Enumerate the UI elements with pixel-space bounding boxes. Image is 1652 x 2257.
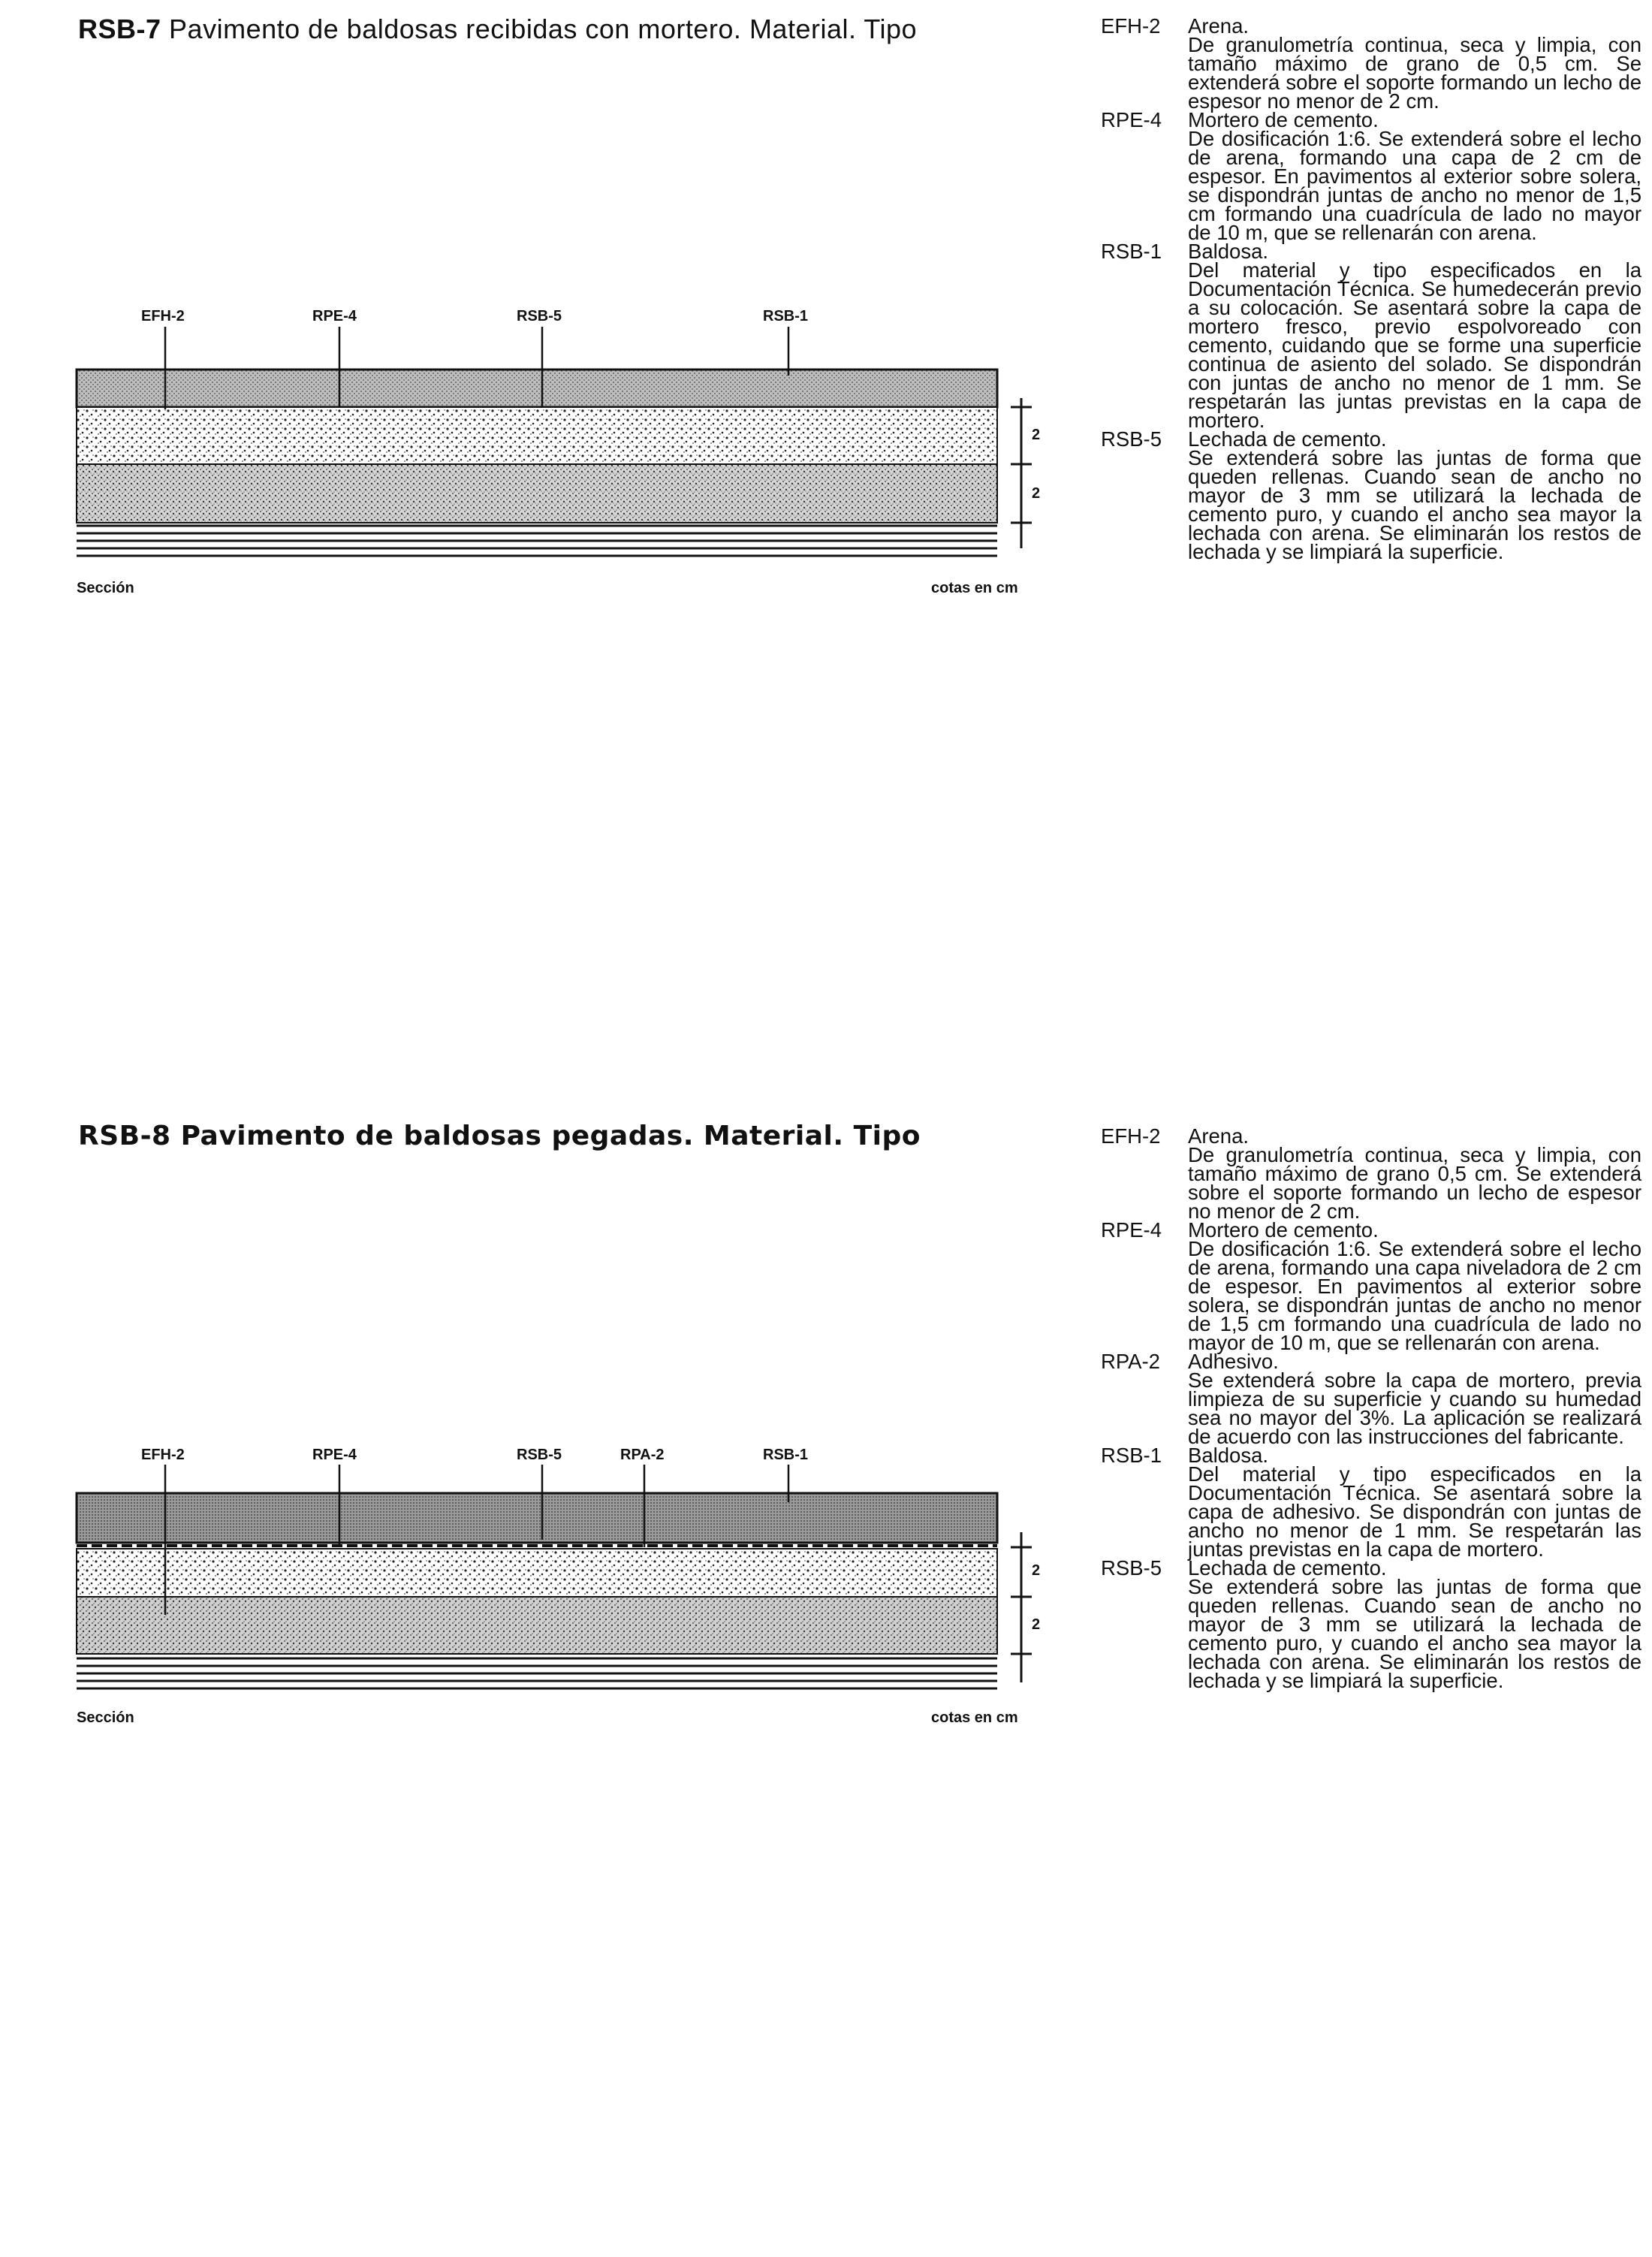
section-2-heading xyxy=(78,1121,921,1151)
spec-item-text: Del material y tipo especificados en la Documentación Técnica. Se asentará sobre la capa de adhesivo. Se dispondrán con juntas de ancho no menor de 1 mm. Se respetarán las juntas previstas en la capa de mortero. xyxy=(1188,1462,1641,1561)
section-2-diagram xyxy=(68,1442,1059,1743)
diagram-1-caption-left: Sección xyxy=(77,580,134,596)
spec-item-text: De granulometría continua, seca y limpia, con tamaño máximo de grano 0,5 cm. Se extenderá sobre el soporte formando un lecho de espesor no menor de 2 cm. xyxy=(1188,1143,1641,1223)
diagram-2-label-rpe4: RPE-4 xyxy=(312,1447,357,1463)
spec-item-text: Se extenderá sobre la capa de mortero, previa limpieza de su superficie y cuando su humedad sea no mayor del 3%. La aplicación se realizará de acuerdo con las instrucciones del fabricante. xyxy=(1188,1368,1641,1448)
spec-item xyxy=(1101,14,1641,113)
diagram-1-dim-bottom: 2 xyxy=(1032,485,1041,502)
spec-item xyxy=(1101,242,1641,430)
dimension-line xyxy=(1011,398,1032,548)
mortar-layer xyxy=(77,407,997,464)
diagram-2-caption-left: Sección xyxy=(77,1709,134,1726)
tile-layer xyxy=(77,370,997,407)
section-2-specifications xyxy=(1101,1124,1641,1692)
section-1-heading xyxy=(78,14,917,45)
diagram-2-label-rpa2: RPA-2 xyxy=(620,1447,665,1463)
diagram-2-label-efh2: EFH-2 xyxy=(141,1447,185,1463)
sand-layer xyxy=(77,1597,997,1654)
spec-item-code: RPE-4 xyxy=(1101,108,1162,131)
section-2-title: Pavimento de baldosas pegadas. Material. Tipo xyxy=(180,1121,921,1151)
spec-item xyxy=(1101,1352,1641,1446)
spec-item xyxy=(1101,1558,1641,1690)
spec-item-code: RSB-5 xyxy=(1101,427,1162,451)
section-1-diagram xyxy=(68,300,1059,616)
spec-item-text: Del material y tipo especificados en la Documentación Técnica. Se humedecerán previo a su colocación. Se asentará sobre la capa de mortero fresco, previo espolvoreado con cemento, cuidando que se forme una superficie continua de asiento del solado. Se dispondrán con juntas de ancho no menor de 1 mm. Se respetarán las juntas previstas en la capa de mortero. xyxy=(1188,258,1641,432)
diagram-2-dim-bottom: 2 xyxy=(1032,1616,1041,1633)
spec-item-title: Mortero de cemento. xyxy=(1188,108,1379,131)
section-1-title: Pavimento de baldosas recibidas con mortero. Material. Tipo xyxy=(169,14,918,44)
tile-layer xyxy=(77,1493,997,1543)
spec-item-text: De granulometría continua, seca y limpia, con tamaño máximo de grano de 0,5 cm. Se extenderá sobre el soporte formando un lecho de espesor no menor de 2 cm. xyxy=(1188,33,1641,113)
diagram-1-label-rpe4: RPE-4 xyxy=(312,308,357,324)
spec-item-text: De dosificación 1:6. Se extenderá sobre el lecho de arena, formando una capa de 2 cm de espesor. En pavimentos al exterior sobre solera, se dispondrán juntas de ancho no menor de 1,5 cm formando una cuadrícula de lado no mayor de 10 m, que se rellenarán con arena. xyxy=(1188,127,1641,244)
spec-item-title: Lechada de cemento. xyxy=(1188,1556,1387,1580)
spec-item xyxy=(1101,1218,1641,1354)
spec-item-title: Adhesivo. xyxy=(1188,1350,1279,1373)
dimension-line xyxy=(1011,1532,1032,1682)
spec-item xyxy=(1101,1444,1641,1561)
spec-item xyxy=(1101,110,1641,242)
diagram-1-label-efh2: EFH-2 xyxy=(141,308,185,324)
spec-item-code: EFH-2 xyxy=(1101,14,1161,38)
spec-item-title: Mortero de cemento. xyxy=(1188,1218,1379,1242)
spec-item-title: Arena. xyxy=(1188,1124,1250,1148)
spec-item xyxy=(1101,427,1641,563)
spec-item-code: RSB-1 xyxy=(1101,240,1162,263)
section-2-diagram-drawing xyxy=(68,1442,1059,1743)
spec-item-code: RSB-1 xyxy=(1101,1444,1162,1467)
diagram-2-label-rsb1: RSB-1 xyxy=(763,1447,809,1463)
section-1-code: RSB-7 xyxy=(78,14,161,44)
spec-item-text: Se extenderá sobre las juntas de forma que queden rellenas. Cuando sean de ancho no mayor de 3 mm se utilizará la lechada de cemento puro, y cuando el ancho sea mayor la lechada con arena. Se eliminarán los restos de lechada y se limpiará la superficie. xyxy=(1188,446,1641,563)
spec-item-title: Lechada de cemento. xyxy=(1188,427,1387,451)
spec-item-code: RPE-4 xyxy=(1101,1218,1162,1242)
sand-layer xyxy=(77,464,997,523)
mortar-layer xyxy=(77,1549,997,1597)
spec-item-text: Se extenderá sobre las juntas de forma que queden rellenas. Cuando sean de ancho no mayor de 3 mm se utilizará la lechada de cemento puro, y cuando el ancho sea mayor la lechada con arena. Se eliminarán los restos de lechada y se limpiará la superficie. xyxy=(1188,1575,1641,1692)
spec-item-code: EFH-2 xyxy=(1101,1124,1161,1148)
spec-item-code: RPA-2 xyxy=(1101,1350,1160,1373)
spec-item-title: Baldosa. xyxy=(1188,240,1269,263)
diagram-2-dim-top: 2 xyxy=(1032,1562,1041,1579)
diagram-2-label-rsb5: RSB-5 xyxy=(517,1447,562,1463)
support-lines xyxy=(77,526,997,556)
spec-item-title: Arena. xyxy=(1188,14,1250,38)
section-1-specifications xyxy=(1101,14,1641,563)
section-2-code: RSB-8 xyxy=(78,1121,171,1151)
section-1-diagram-drawing xyxy=(68,300,1059,616)
diagram-1-dim-top: 2 xyxy=(1032,427,1041,443)
diagram-1-caption-right: cotas en cm xyxy=(931,580,1018,596)
spec-item xyxy=(1101,1124,1641,1223)
spec-item-code: RSB-5 xyxy=(1101,1556,1162,1580)
spec-item-text: De dosificación 1:6. Se extenderá sobre el lecho de arena, formando una capa niveladora de 2 cm de espesor. En pavimentos al exterior sobre solera, se dispondrán juntas de ancho no menor de 1,5 cm formando una cuadrícula de lado no mayor de 10 m, que se rellenarán con arena. xyxy=(1188,1237,1641,1354)
spec-item-title: Baldosa. xyxy=(1188,1444,1269,1467)
support-lines xyxy=(77,1658,997,1688)
diagram-1-label-rsb5: RSB-5 xyxy=(517,308,562,324)
diagram-1-label-rsb1: RSB-1 xyxy=(763,308,809,324)
diagram-2-caption-right: cotas en cm xyxy=(931,1709,1018,1726)
